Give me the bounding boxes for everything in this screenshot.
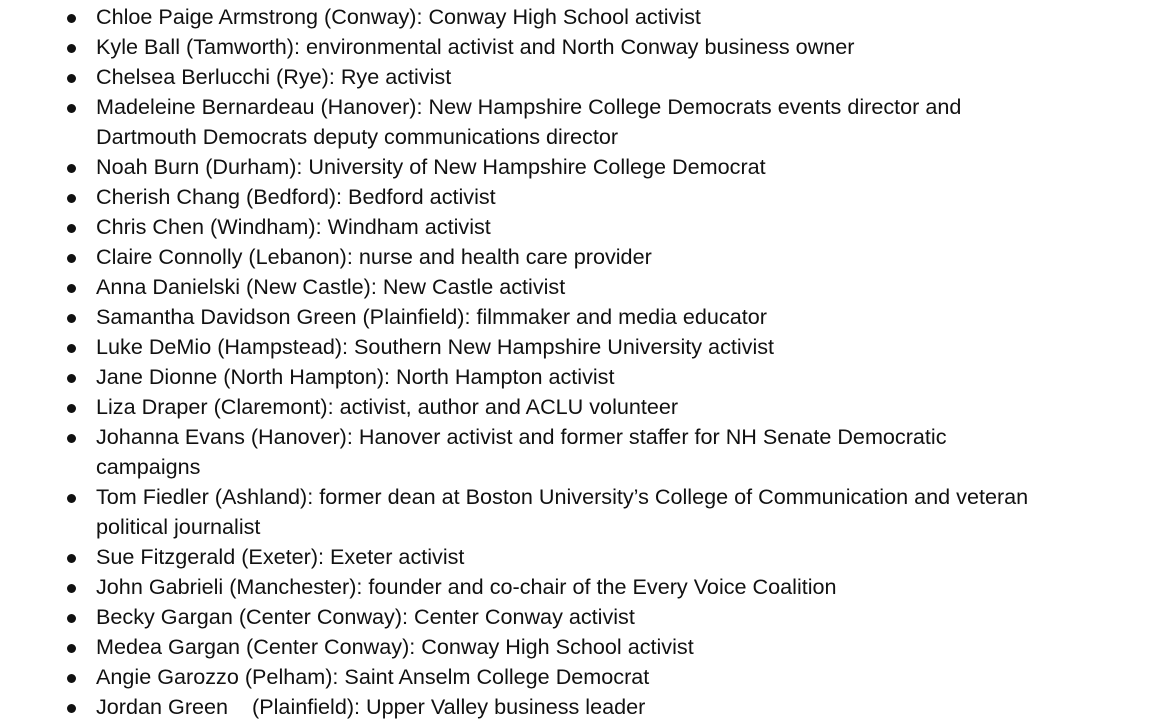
list-item-text: Becky Gargan (Center Conway): Center Conway activist: [96, 604, 635, 629]
bullet-icon: [67, 554, 76, 563]
bullet-icon: [67, 404, 76, 413]
list-item: [0, 2, 1176, 32]
bullet-icon: [67, 644, 76, 653]
list-item-text: Dartmouth Democrats deputy communications director: [96, 124, 619, 149]
document-body: [0, 2, 1176, 722]
list-item: [0, 212, 1176, 242]
list-item-text: Anna Danielski (New Castle): New Castle activist: [96, 274, 566, 299]
list-item-text: Claire Connolly (Lebanon): nurse and health care provider: [96, 244, 652, 269]
bullet-icon: [67, 104, 76, 113]
list-item: [0, 692, 1176, 722]
bullet-icon: [67, 224, 76, 233]
list-item: [0, 302, 1176, 332]
list-item-text: Samantha Davidson Green (Plainfield): filmmaker and media educator: [96, 304, 767, 329]
bullet-icon: [67, 494, 76, 503]
list-item-text: Cherish Chang (Bedford): Bedford activist: [96, 184, 496, 209]
list-item-text: Chloe Paige Armstrong (Conway): Conway High School activist: [96, 4, 701, 29]
list-item-text: Luke DeMio (Hampstead): Southern New Hampshire University activist: [96, 334, 775, 359]
bullet-icon: [67, 194, 76, 203]
list-item: [0, 242, 1176, 272]
bullet-icon: [67, 44, 76, 53]
list-item-text: Liza Draper (Claremont): activist, author and ACLU volunteer: [96, 394, 679, 419]
list-item-text: Johanna Evans (Hanover): Hanover activist and former staffer for NH Senate Democratic: [96, 424, 947, 449]
bullet-icon: [67, 164, 76, 173]
list-item-text: campaigns: [96, 454, 201, 479]
list-item: [0, 152, 1176, 182]
bullet-icon: [67, 374, 76, 383]
list-item: [0, 542, 1176, 572]
list-item-text: Jordan Green (Plainfield): Upper Valley business leader: [96, 694, 646, 719]
list-item-text: Jane Dionne (North Hampton): North Hampton activist: [96, 364, 615, 389]
bullet-icon: [67, 614, 76, 623]
bullet-icon: [67, 344, 76, 353]
endorsement-list: [0, 2, 1176, 722]
bullet-icon: [67, 314, 76, 323]
list-item-text: Noah Burn (Durham): University of New Hampshire College Democrat: [96, 154, 766, 179]
list-item-text: Medea Gargan (Center Conway): Conway High School activist: [96, 634, 694, 659]
list-item: [0, 422, 1176, 482]
list-item-text: Angie Garozzo (Pelham): Saint Anselm College Democrat: [96, 664, 650, 689]
bullet-icon: [67, 434, 76, 443]
list-item-text: Madeleine Bernardeau (Hanover): New Hampshire College Democrats events director and: [96, 94, 962, 119]
list-item: [0, 572, 1176, 602]
bullet-icon: [67, 584, 76, 593]
list-item-text: Kyle Ball (Tamworth): environmental activist and North Conway business owner: [96, 34, 855, 59]
list-item-text: Sue Fitzgerald (Exeter): Exeter activist: [96, 544, 465, 569]
bullet-icon: [67, 674, 76, 683]
list-item: [0, 632, 1176, 662]
list-item: [0, 92, 1176, 152]
list-item: [0, 602, 1176, 632]
list-item: [0, 362, 1176, 392]
list-item: [0, 32, 1176, 62]
list-item-text: Tom Fiedler (Ashland): former dean at Boston University’s College of Communication and veteran: [96, 484, 1029, 509]
bullet-icon: [67, 14, 76, 23]
list-item: [0, 332, 1176, 362]
list-item: [0, 482, 1176, 542]
bullet-icon: [67, 74, 76, 83]
list-item: [0, 662, 1176, 692]
list-item: [0, 62, 1176, 92]
list-item-text: political journalist: [96, 514, 261, 539]
bullet-icon: [67, 254, 76, 263]
list-item: [0, 392, 1176, 422]
bullet-icon: [67, 704, 76, 713]
list-item: [0, 182, 1176, 212]
bullet-icon: [67, 284, 76, 293]
list-item-text: Chris Chen (Windham): Windham activist: [96, 214, 491, 239]
list-item: [0, 272, 1176, 302]
list-item-text: John Gabrieli (Manchester): founder and co-chair of the Every Voice Coalition: [96, 574, 837, 599]
list-item-text: Chelsea Berlucchi (Rye): Rye activist: [96, 64, 452, 89]
